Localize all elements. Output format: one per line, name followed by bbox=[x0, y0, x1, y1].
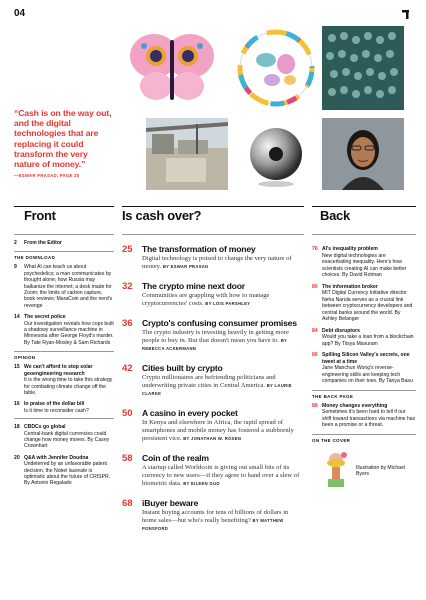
back-section-title: Back bbox=[320, 208, 350, 223]
list-item[interactable]: 2 From the Editor bbox=[14, 240, 62, 246]
back-page-label: THE BACK PAGE bbox=[312, 390, 416, 399]
front-column bbox=[14, 240, 114, 492]
back-sub-rule bbox=[312, 234, 416, 235]
cover-block bbox=[312, 447, 416, 497]
pull-quote-text: “Cash is on the way out, and the digital technologies that are replacing it could transform the very nature of money.” bbox=[14, 108, 112, 170]
list-item[interactable]: 76 AI's inequality problem New digital technologies are exacerbating inequality. Here's how scientists creating AI can make better choices. By David Rotman bbox=[312, 246, 407, 278]
cover-credit: Illustration by Michael Byers bbox=[356, 464, 405, 477]
feature-item[interactable]: 42 Cities built by crypto Crypto millionaires are befriending politicians and underwriting private cities in Central America. BY LAURIE CLARKE bbox=[122, 363, 292, 396]
front-section-title: Front bbox=[24, 208, 56, 223]
pull-quote-attribution: —ESWAR PRASAD, PAGE 25 bbox=[14, 173, 80, 179]
list-item[interactable]: 18 CBDCs go global Central-bank digital currencies could change how money moves. By Casey Crownhart bbox=[14, 424, 110, 450]
butterfly-illustration bbox=[126, 26, 218, 110]
feature-item[interactable]: 36 Crypto's confusing consumer promises The crypto industry is investing heavily in getting more people to buy in. But that doesn't mean you have to. BY REBECCA ACKERMANN bbox=[122, 318, 297, 351]
city-construction-photo bbox=[146, 118, 228, 190]
feature-item[interactable]: 32 The crypto mine next door Communities are grappling with how to manage cryptocurrencies' costs. BY LOIS PARSHLEY bbox=[122, 281, 270, 307]
features-column bbox=[122, 244, 304, 543]
center-section-title: Is cash over? bbox=[122, 208, 202, 223]
cover-illustration bbox=[322, 447, 350, 489]
list-item[interactable]: 88 Money changes everything Sometimes it's been hard to tell if our shift toward transactions via machine has been a promise or a threat. bbox=[312, 402, 416, 428]
center-rule bbox=[122, 206, 304, 207]
brand-logo-icon bbox=[402, 10, 412, 20]
list-item[interactable]: 20 Q&A with Jennifer Doudna Undeterred by an unfavorable patent decision, the Nobel laureate is optimistic about the future of CRISPR. By Antonio Regalado bbox=[14, 454, 111, 487]
feature-item[interactable]: 68 iBuyer beware Instant buying accounts for tens of billions of dollars in home sales—but who's really benefiting? BY MATTHEW PONSFORD bbox=[122, 498, 289, 531]
list-item[interactable]: 14 The secret police Our investigation reveals how cops built a shadowy surveillance machine in Minnesota after George Floyd's murder. By Tate Ryan-Mosley & Sam Richards bbox=[14, 314, 114, 346]
feature-item[interactable]: 25 The transformation of money Digital technology is poised to change the very nature of money. BY ESWAR PRASAD bbox=[122, 244, 292, 270]
list-item[interactable]: 16 In praise of the dollar bill Is it time to reconsider cash? bbox=[14, 401, 114, 419]
list-item[interactable]: 86 Spilling Silicon Valley's secrets, one tweet at a time Jane Manchun Wong's reverse-engineering skills are keeping tech companies on their toes. By Tanya Basu bbox=[312, 352, 413, 384]
metallic-orb-photo bbox=[246, 124, 306, 188]
back-column bbox=[312, 246, 416, 497]
download-label: THE DOWNLOAD bbox=[14, 251, 114, 260]
feature-item[interactable]: 50 A casino in every pocket In Kenya and elsewhere in Africa, the rapid spread of smartphones and mobile money has fostered a stubbornly persistent vice. BY JONATHAN W. ROSEN bbox=[122, 408, 294, 442]
world-map-circle-illustration bbox=[234, 26, 318, 110]
list-item[interactable]: 80 The information broker MIT Digital Currency Initiative director Neha Narula serves as a crucial link between cryptocurrency developers and central banks around the world. By Ashley Belanger bbox=[312, 283, 413, 322]
crypto-mine-photo bbox=[322, 26, 404, 110]
portrait-photo bbox=[322, 118, 404, 190]
center-sub-rule bbox=[122, 234, 304, 235]
feature-item[interactable]: 58 Coin of the realm A startup called Worldcoin is giving out small bits of its currency to new users—if they agree to hand over a slew of biometric data. BY EILEEN GUO bbox=[122, 453, 300, 487]
opinion-label: OPINION bbox=[14, 351, 114, 360]
list-item[interactable]: 15 We can't afford to stop solar geoengineering research It is the wrong time to take this strategy for combating climate change off the table. bbox=[14, 364, 113, 396]
back-rule bbox=[312, 206, 416, 207]
pull-quote bbox=[14, 108, 114, 178]
list-item[interactable]: 84 Debt disruptors Would you take a loan from a blockchain app? By Tiisya Mavuram bbox=[312, 327, 414, 347]
list-item[interactable]: 9 What AI can teach us about psychedelics; a man communicates by thought alone; how Russia may balkanize the internet; a desk made for Zoom; the limits of carbon capture, book reviews; MaraCoin and the nerd's revenge bbox=[14, 264, 113, 309]
on-the-cover-label: ON THE COVER bbox=[312, 434, 416, 443]
front-rule bbox=[14, 206, 114, 207]
front-sub-rule bbox=[14, 234, 114, 235]
page-number: 04 bbox=[14, 8, 26, 19]
